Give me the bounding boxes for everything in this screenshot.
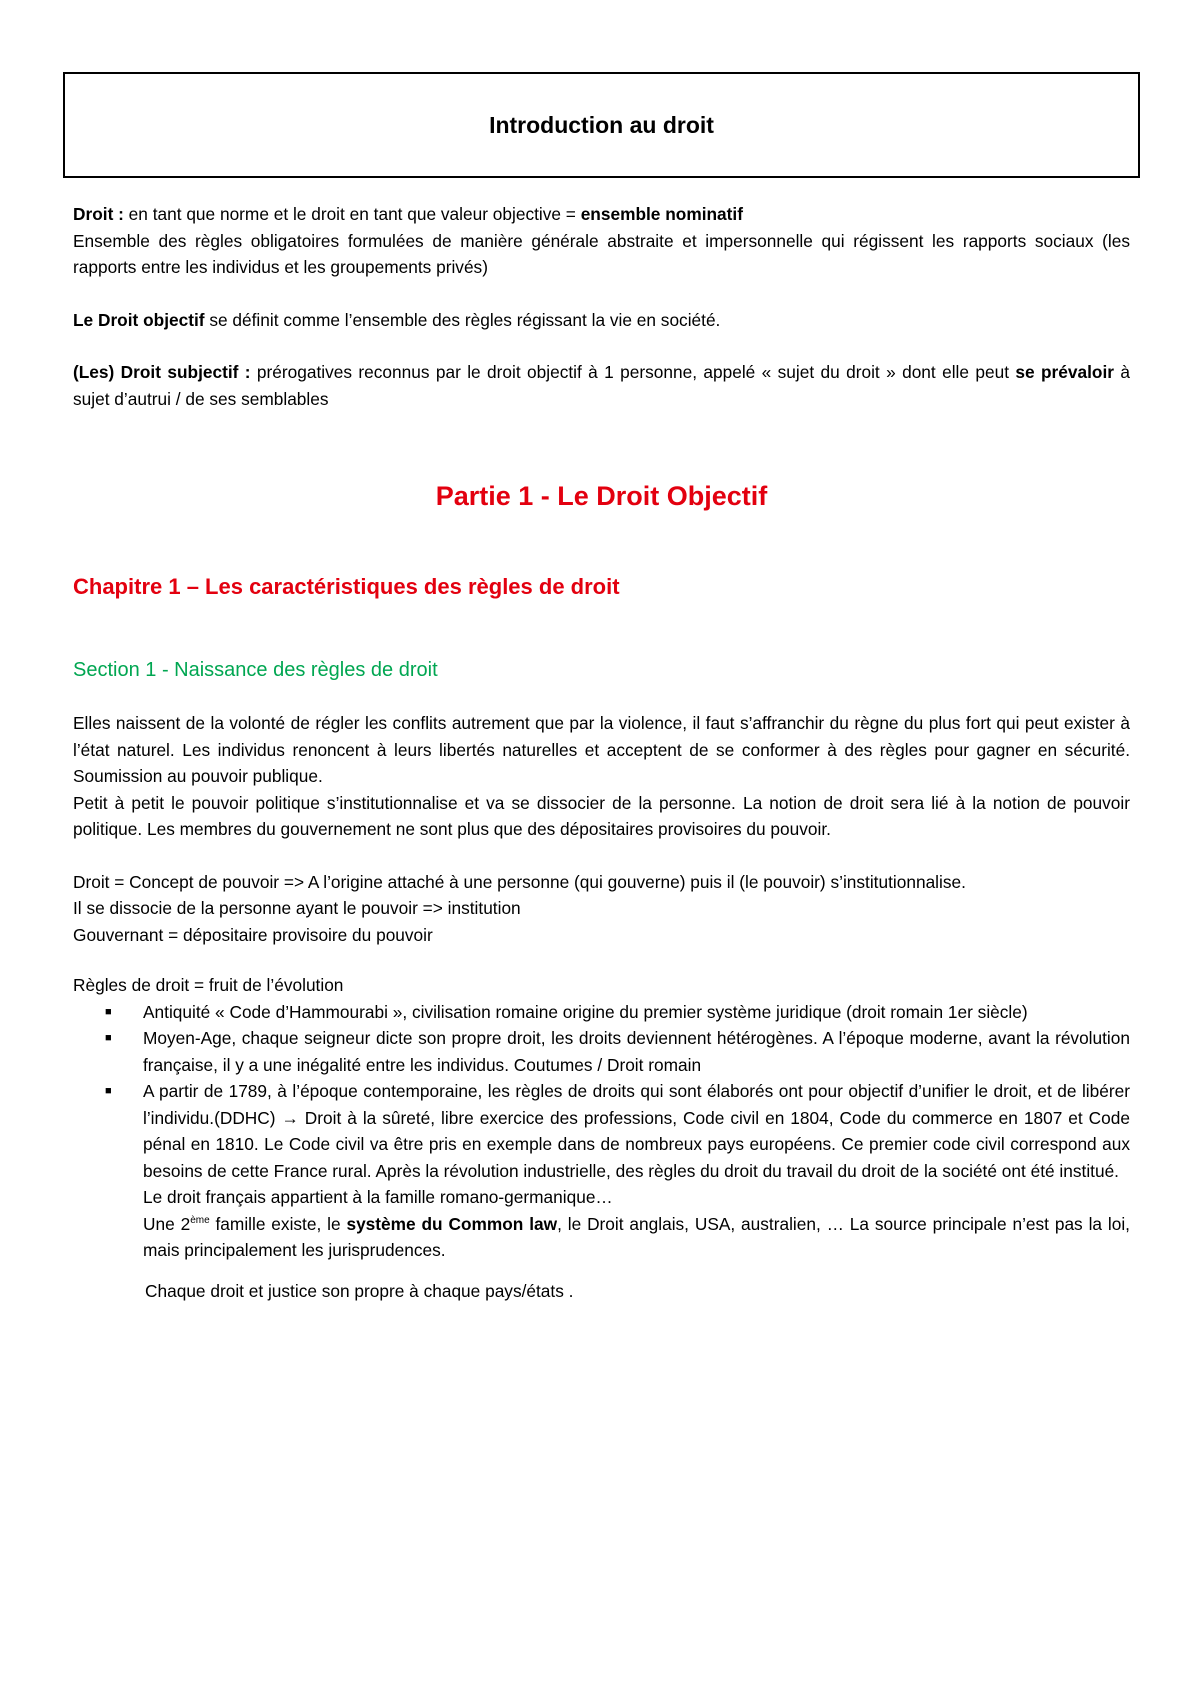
- bullet-icon: ■: [105, 1085, 112, 1097]
- list-item: [105, 999, 1130, 1026]
- droit-subjectif-bold: se prévaloir: [1015, 362, 1114, 382]
- sub-line-2-start: Une 2: [143, 1213, 191, 1234]
- body-line-4: Règles de droit = fruit de l’évolution: [73, 975, 344, 995]
- partie-heading: Partie 1 - Le Droit Objectif: [435, 481, 768, 511]
- sub-line-2-end: , le Droit anglais, USA, australien, … La source principale n’est pas la loi, mais principalement les jurisprudences.: [143, 1213, 1130, 1260]
- bullet-icon: ■: [105, 1032, 112, 1044]
- list-item-text: A partir de 1789, à l’époque contemporaine, les règles de droits qui sont élaborés ont pour objectif d’unifier le droit, et de libérer l’individu.(DDHC) → Droit à la sûreté, libre exercice des professions, Code civil en 1804, Code du commerce en 1807 et Code pénal en 1810. Le Code civil va être pris en exemple dans de nombreux pays européens. Ce premier code civil correspond aux besoins de cette France rural. Après la révolution industrielle, des règles du droit du travail du droit de la société ont été institué.: [143, 1081, 1130, 1181]
- body-line-3: Gouvernant = dépositaire provisoire du pouvoir: [73, 924, 433, 945]
- chapitre-heading: Chapitre 1 – Les caractéristiques des règles de droit: [73, 574, 620, 599]
- section-heading: Section 1 - Naissance des règles de droit: [73, 659, 438, 681]
- intro-definition-text: en tant que norme et le droit en tant que valeur objective =: [123, 204, 581, 224]
- body-paragraph-2: Petit à petit le pouvoir politique s’institutionnalise et va se dissocier de la personne. La notion de droit sera lié à la notion de pouvoir politique. Les membres du gouvernement ne sont plus que des dépositaires provisoires du pouvoir.: [73, 792, 1130, 839]
- intro-paragraph: Ensemble des règles obligatoires formulées de manière générale abstraite et impersonnelle qui régissent les rapports sociaux (les rapports entre les individus et les groupements privés): [73, 230, 1130, 277]
- evolution-list: [73, 999, 1130, 1185]
- document-title: Introduction au droit: [489, 111, 714, 138]
- superscript: ème: [190, 1214, 210, 1226]
- droit-subjectif-definition: [73, 359, 1130, 412]
- intro-definition-bold: ensemble nominatif: [580, 204, 743, 224]
- title-box: [63, 72, 1140, 178]
- body-line-1: Droit = Concept de pouvoir => A l’origine attaché à une personne (qui gouverne) puis il (le pouvoir) s’institutionnalise.: [73, 871, 966, 892]
- intro-term-droit: Droit :: [73, 204, 124, 224]
- common-law-bold: système du Common law: [346, 1213, 558, 1234]
- sub-line-2: [73, 1211, 1130, 1264]
- sub-line-2-mid: famille existe, le: [209, 1213, 347, 1234]
- droit-objectif-text: se définit comme l’ensemble des règles régissant la vie en société.: [204, 309, 721, 330]
- droit-objectif-term: Le Droit objectif: [73, 309, 205, 330]
- sub-line-3: Chaque droit et justice son propre à chaque pays/états .: [145, 1280, 574, 1301]
- list-item-text: Antiquité « Code d’Hammourabi », civilisation romaine origine du premier système juridique (droit romain 1er siècle): [143, 1001, 1028, 1022]
- body-paragraph-1: Elles naissent de la volonté de régler les conflits autrement que par la violence, il faut s’affranchir du règne du plus fort qui peut exister à l’état naturel. Les individus renoncent à leurs libertés naturelles et acceptent de se conformer à des règles pour gagner en sécurité. Soumission au pouvoir publique.: [73, 713, 1130, 786]
- droit-objectif-definition: [73, 307, 1130, 334]
- droit-subjectif-text: prérogatives reconnus par le droit objectif à 1 personne, appelé « sujet du droit » dont elle peut: [250, 362, 1016, 382]
- bullet-icon: ■: [105, 1005, 112, 1018]
- intro-definition: [73, 201, 1130, 228]
- body-line-2: Il se dissocie de la personne ayant le pouvoir => institution: [73, 898, 521, 918]
- list-item: [105, 1078, 1130, 1184]
- list-item-text: Moyen-Age, chaque seigneur dicte son propre droit, les droits deviennent hétérogènes. A l’époque moderne, avant la révolution française, il y a une inégalité entre les individus. Coutumes / Droit romain: [143, 1028, 1130, 1075]
- droit-subjectif-text-end: à sujet d’autrui / de ses semblables: [73, 362, 1130, 409]
- sub-line-1: Le droit français appartient à la famille romano-germanique…: [143, 1187, 613, 1207]
- list-item: [105, 1025, 1130, 1078]
- droit-subjectif-term: (Les) Droit subjectif :: [73, 362, 251, 382]
- document-content: [73, 201, 1130, 1304]
